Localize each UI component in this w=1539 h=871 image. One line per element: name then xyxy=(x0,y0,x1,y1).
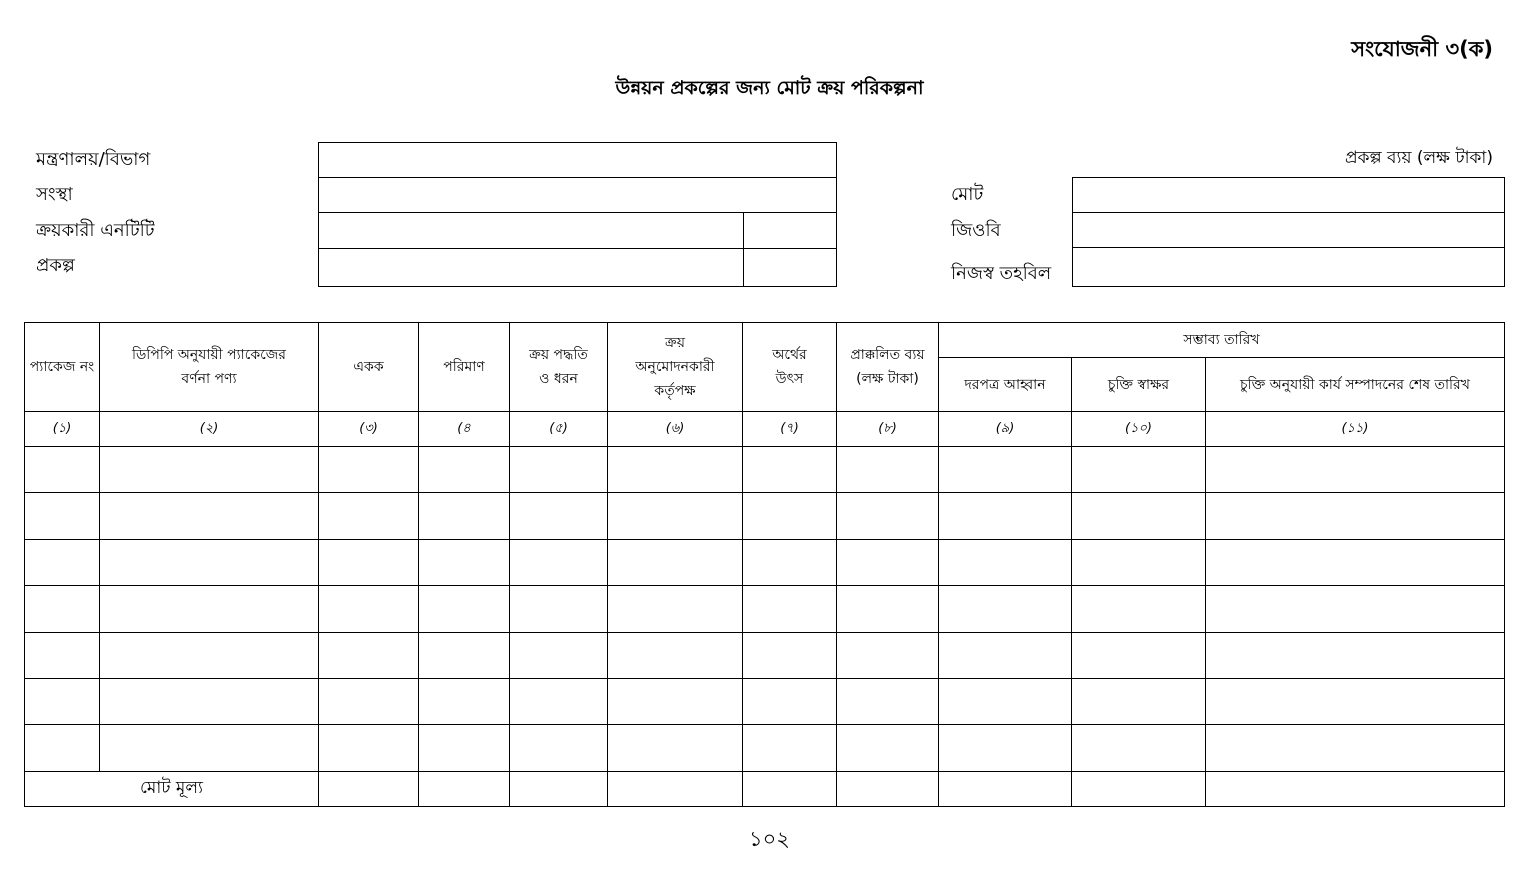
table-cell[interactable] xyxy=(25,447,100,493)
table-row xyxy=(25,447,1505,493)
table-cell[interactable] xyxy=(319,633,419,679)
procurement-table xyxy=(24,322,1505,807)
table-cell[interactable] xyxy=(510,493,608,540)
project-code-field[interactable] xyxy=(744,249,836,286)
table-cell[interactable] xyxy=(837,772,939,807)
column-number: (১১) xyxy=(1206,412,1505,447)
table-cell[interactable] xyxy=(419,772,510,807)
table-cell[interactable] xyxy=(510,725,608,772)
page-number: ১০২ xyxy=(749,827,790,851)
table-row xyxy=(25,540,1505,586)
header-unit: একক xyxy=(319,323,419,412)
table-cell[interactable] xyxy=(608,540,743,586)
table-cell[interactable] xyxy=(837,679,939,725)
table-cell[interactable] xyxy=(100,633,319,679)
table-cell[interactable] xyxy=(419,633,510,679)
project-field[interactable] xyxy=(319,249,742,286)
table-cell[interactable] xyxy=(608,725,743,772)
column-number: (১০) xyxy=(1072,412,1206,447)
column-number: (১) xyxy=(25,412,100,447)
table-cell[interactable] xyxy=(743,633,837,679)
column-number: (৯) xyxy=(939,412,1072,447)
total-value-label: মোট মূল্য xyxy=(25,772,319,807)
table-cell[interactable] xyxy=(837,447,939,493)
table-cell[interactable] xyxy=(319,772,419,807)
table-cell[interactable] xyxy=(1072,772,1206,807)
table-cell[interactable] xyxy=(319,725,419,772)
table-cell[interactable] xyxy=(837,540,939,586)
header-method: ক্রয় পদ্ধতি ও ধরন xyxy=(510,323,608,412)
agency-label: সংস্থা xyxy=(36,184,73,205)
table-cell[interactable] xyxy=(1206,586,1505,633)
table-cell[interactable] xyxy=(419,725,510,772)
table-cell[interactable] xyxy=(25,679,100,725)
table-cell[interactable] xyxy=(25,540,100,586)
column-number: (৫) xyxy=(510,412,608,447)
table-cell[interactable] xyxy=(25,633,100,679)
table-cell[interactable] xyxy=(510,586,608,633)
table-cell[interactable] xyxy=(743,493,837,540)
table-cell[interactable] xyxy=(743,772,837,807)
table-cell[interactable] xyxy=(1072,679,1206,725)
table-cell[interactable] xyxy=(100,493,319,540)
table-cell[interactable] xyxy=(837,633,939,679)
table-row xyxy=(25,586,1505,633)
table-cell[interactable] xyxy=(510,633,608,679)
table-cell[interactable] xyxy=(1072,633,1206,679)
table-cell[interactable] xyxy=(419,493,510,540)
own-fund-label: নিজস্ব তহবিল xyxy=(951,263,1052,284)
table-cell[interactable] xyxy=(1206,540,1505,586)
table-cell[interactable] xyxy=(25,493,100,540)
header-quantity: পরিমাণ xyxy=(419,323,510,412)
ministry-field[interactable] xyxy=(319,143,836,177)
table-cell[interactable] xyxy=(419,679,510,725)
table-cell[interactable] xyxy=(608,493,743,540)
table-cell[interactable] xyxy=(419,586,510,633)
table-cell[interactable] xyxy=(1072,586,1206,633)
table-cell[interactable] xyxy=(1206,772,1505,807)
procuring-entity-field[interactable] xyxy=(319,213,742,248)
table-cell[interactable] xyxy=(939,772,1072,807)
table-cell[interactable] xyxy=(1206,679,1505,725)
gob-label: জিওবি xyxy=(951,220,1001,241)
header-completion-date: চুক্তি অনুযায়ী কার্য সম্পাদনের শেষ তারিখ xyxy=(1206,358,1505,412)
table-cell[interactable] xyxy=(1072,540,1206,586)
table-row xyxy=(25,633,1505,679)
own-fund-field[interactable] xyxy=(1073,248,1504,286)
ministry-label: মন্ত্রণালয়/বিভাগ xyxy=(36,149,151,170)
table-row xyxy=(25,679,1505,725)
total-row xyxy=(25,772,1505,807)
table-cell[interactable] xyxy=(743,586,837,633)
table-cell[interactable] xyxy=(319,679,419,725)
total-cost-field[interactable] xyxy=(1073,178,1504,212)
column-number: (৭) xyxy=(743,412,837,447)
table-cell[interactable] xyxy=(939,447,1072,493)
table-cell[interactable] xyxy=(1072,725,1206,772)
table-cell[interactable] xyxy=(743,540,837,586)
table-cell[interactable] xyxy=(1206,725,1505,772)
total-cost-label: মোট xyxy=(951,184,984,205)
header-package-no: প্যাকেজ নং xyxy=(25,323,100,412)
table-cell[interactable] xyxy=(608,633,743,679)
table-cell[interactable] xyxy=(743,725,837,772)
table-cell[interactable] xyxy=(608,447,743,493)
gob-field[interactable] xyxy=(1073,213,1504,247)
procuring-entity-code-field[interactable] xyxy=(744,213,836,248)
project-label: প্রকল্প xyxy=(36,255,75,276)
project-cost-label: প্রকল্প ব্যয় (লক্ষ টাকা) xyxy=(1344,148,1493,168)
table-cell[interactable] xyxy=(100,540,319,586)
header-estimated-cost: প্রাক্কলিত ব্যয় (লক্ষ টাকা) xyxy=(837,323,939,412)
column-number: (২) xyxy=(100,412,319,447)
table-cell[interactable] xyxy=(939,725,1072,772)
header-probable-dates: সম্ভাব্য তারিখ xyxy=(939,323,1505,358)
table-cell[interactable] xyxy=(510,447,608,493)
agency-field[interactable] xyxy=(319,178,836,212)
table-cell[interactable] xyxy=(1206,633,1505,679)
table-cell[interactable] xyxy=(939,586,1072,633)
header-approving-authority: ক্রয় অনুমোদনকারী কর্তৃপক্ষ xyxy=(608,323,743,412)
procuring-entity-label: ক্রয়কারী এনটিটি xyxy=(36,220,155,241)
header-contract-sign: চুক্তি স্বাক্ষর xyxy=(1072,358,1206,412)
table-cell[interactable] xyxy=(510,772,608,807)
column-number: (৮) xyxy=(837,412,939,447)
table-cell[interactable] xyxy=(743,447,837,493)
table-cell[interactable] xyxy=(100,586,319,633)
table-cell[interactable] xyxy=(743,679,837,725)
table-cell[interactable] xyxy=(100,447,319,493)
column-number: (৪ xyxy=(419,412,510,447)
header-fund-source: অর্থের উৎস xyxy=(743,323,837,412)
table-cell[interactable] xyxy=(419,447,510,493)
header-tender-invite: দরপত্র আহ্বান xyxy=(939,358,1072,412)
table-cell[interactable] xyxy=(608,679,743,725)
table-cell[interactable] xyxy=(319,586,419,633)
table-cell[interactable] xyxy=(1206,447,1505,493)
table-cell[interactable] xyxy=(319,447,419,493)
table-cell[interactable] xyxy=(100,679,319,725)
table-row xyxy=(25,493,1505,540)
table-cell[interactable] xyxy=(319,540,419,586)
table-cell[interactable] xyxy=(319,493,419,540)
column-number: (৩) xyxy=(319,412,419,447)
table-cell[interactable] xyxy=(939,540,1072,586)
table-cell[interactable] xyxy=(939,679,1072,725)
table-cell[interactable] xyxy=(837,493,939,540)
table-cell[interactable] xyxy=(25,586,100,633)
table-cell[interactable] xyxy=(1206,493,1505,540)
header-description: ডিপিপি অনুযায়ী প্যাকেজের বর্ণনা পণ্য xyxy=(100,323,319,412)
column-number: (৬) xyxy=(608,412,743,447)
table-cell[interactable] xyxy=(837,586,939,633)
table-cell[interactable] xyxy=(1072,493,1206,540)
table-cell[interactable] xyxy=(608,586,743,633)
table-cell[interactable] xyxy=(510,540,608,586)
table-cell[interactable] xyxy=(939,493,1072,540)
annex-label: সংযোজনী ৩(ক) xyxy=(1351,37,1493,61)
table-cell[interactable] xyxy=(1072,447,1206,493)
table-cell[interactable] xyxy=(939,633,1072,679)
table-cell[interactable] xyxy=(837,725,939,772)
table-cell[interactable] xyxy=(510,679,608,725)
table-cell[interactable] xyxy=(419,540,510,586)
table-row xyxy=(25,725,1505,772)
table-cell[interactable] xyxy=(608,772,743,807)
table-cell[interactable] xyxy=(25,725,100,772)
table-cell[interactable] xyxy=(100,725,319,772)
page-title: উন্নয়ন প্রকল্পের জন্য মোট ক্রয় পরিকল্পনা xyxy=(615,77,924,99)
